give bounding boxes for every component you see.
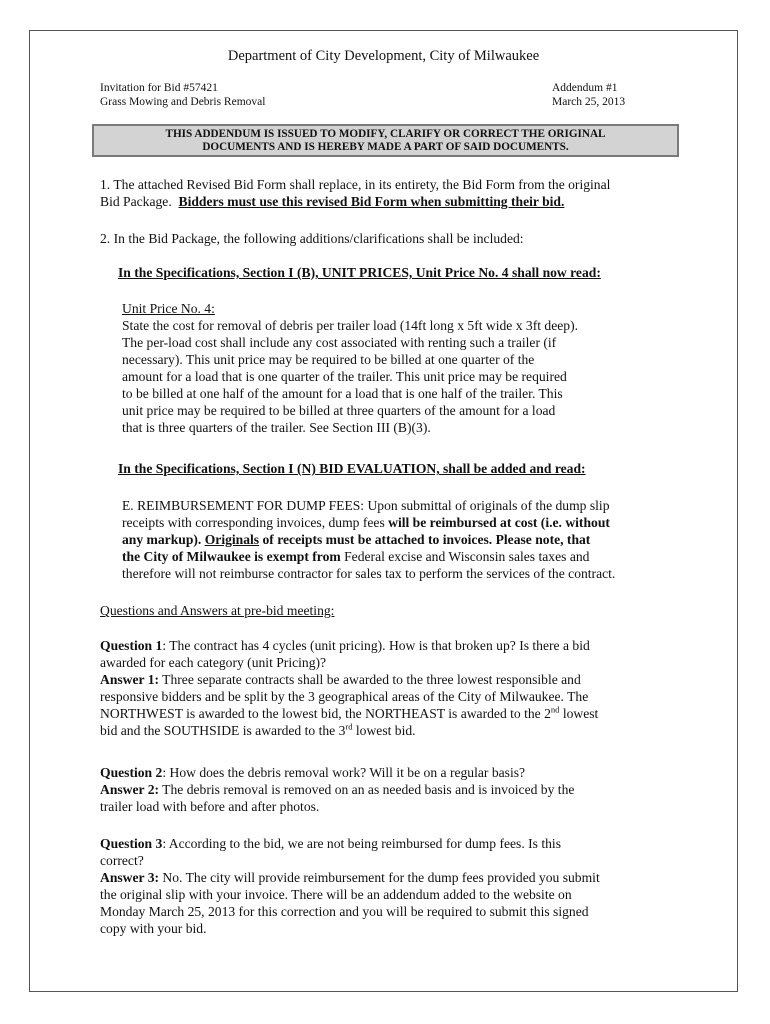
- unit-price-line: necessary). This unit price may be required to be billed at one quarter of the: [122, 352, 535, 367]
- qa-block-1: [100, 637, 720, 739]
- underline-run: Originals: [204, 532, 260, 547]
- item-1-emphasis: Bidders must use this revised Bid Form when submitting their bid.: [178, 194, 565, 209]
- answer-3-cont: Monday March 25, 2013 for this correction and you will be required to submit this signed: [100, 904, 589, 919]
- unit-price-subheading: Unit Price No. 4:: [122, 301, 215, 316]
- text-run: receipts with corresponding invoices, dump fees: [122, 515, 389, 530]
- addendum-info: [552, 81, 625, 109]
- answer-label: Answer 1:: [100, 672, 160, 687]
- reimbursement-line: therefore will not reimburse contractor for sales tax to perform the services of the contract.: [122, 566, 616, 581]
- question-label: Question 3: [100, 836, 163, 851]
- reimbursement-line: [122, 531, 722, 548]
- qa-block-3: [100, 835, 720, 937]
- answer-2: [100, 781, 720, 798]
- question-3: [100, 835, 720, 852]
- answer-1-cont: [100, 705, 720, 722]
- item-1: [100, 176, 720, 210]
- unit-price-line: The per-load cost shall include any cost associated with renting such a trailer (if: [122, 335, 557, 350]
- question-2: [100, 764, 720, 781]
- addendum-date: March 25, 2013: [552, 96, 626, 108]
- banner-line-1: THIS ADDENDUM IS ISSUED TO MODIFY, CLARIFY OR CORRECT THE ORIGINAL: [165, 128, 606, 140]
- item-1-line-1: 1. The attached Revised Bid Form shall replace, in its entirety, the Bid Form from the original: [100, 177, 611, 192]
- answer-3-cont: the original slip with your invoice. There will be an addendum added to the website on: [100, 887, 572, 902]
- item-2: 2. In the Bid Package, the following additions/clarifications shall be included:: [100, 231, 524, 246]
- answer-text: bid and the SOUTHSIDE is awarded to the 3: [100, 723, 346, 738]
- question-3-cont: correct?: [100, 853, 144, 868]
- question-label: Question 2: [100, 765, 163, 780]
- bid-info: [100, 81, 265, 109]
- answer-text: The debris removal is removed on an as needed basis and is invoiced by the: [159, 782, 575, 797]
- answer-1-cont: responsive bidders and be split by the 3 geographical areas of the City of Milwaukee. The: [100, 689, 589, 704]
- answer-text: lowest: [559, 706, 599, 721]
- qa-heading: Questions and Answers at pre-bid meeting:: [100, 603, 335, 618]
- reimbursement-line: [122, 514, 722, 531]
- unit-price-line: amount for a load that is one quarter of the trailer. This unit price may be required: [122, 369, 567, 384]
- addendum-number: Addendum #1: [552, 82, 618, 94]
- unit-price-block: [122, 300, 712, 436]
- banner-line-2: DOCUMENTS AND IS HEREBY MADE A PART OF SAID DOCUMENTS.: [202, 141, 569, 153]
- question-text: : The contract has 4 cycles (unit pricing). How is that broken up? Is there a bid: [162, 638, 590, 653]
- ordinal-suffix: rd: [345, 721, 353, 732]
- section-2-heading: In the Specifications, Section I (N) BID EVALUATION, shall be added and read:: [118, 461, 586, 476]
- answer-label: Answer 2:: [100, 782, 160, 797]
- question-text: : How does the debris removal work? Will it be on a regular basis?: [162, 765, 526, 780]
- answer-text: NORTHWEST is awarded to the lowest bid, the NORTHEAST is awarded to the 2: [100, 706, 551, 721]
- unit-price-line: State the cost for removal of debris per trailer load (14ft long x 5ft wide x 3ft deep).: [122, 318, 579, 333]
- project-name: Grass Mowing and Debris Removal: [100, 96, 266, 108]
- section-1-heading: In the Specifications, Section I (B), UNIT PRICES, Unit Price No. 4 shall now read:: [118, 265, 601, 280]
- unit-price-line: unit price may be required to be billed at three quarters of the amount for a load: [122, 403, 556, 418]
- answer-3: [100, 869, 720, 886]
- invitation-number: Invitation for Bid #57421: [100, 82, 218, 94]
- answer-2-cont: trailer load with before and after photos.: [100, 799, 320, 814]
- ordinal-suffix: nd: [550, 704, 560, 715]
- question-1: [100, 637, 720, 654]
- reimbursement-line: [122, 548, 722, 565]
- question-text: : According to the bid, we are not being reimbursed for dump fees. Is this: [162, 836, 561, 851]
- bold-run: any markup).: [122, 532, 205, 547]
- answer-3-cont: copy with your bid.: [100, 921, 207, 936]
- unit-price-line: that is three quarters of the trailer. See Section III (B)(3).: [122, 420, 431, 435]
- answer-1: [100, 671, 720, 688]
- addendum-notice-banner: [92, 124, 679, 157]
- answer-text: lowest bid.: [352, 723, 416, 738]
- item-1-line-2: [100, 193, 720, 210]
- answer-1-cont: [100, 722, 720, 739]
- department-title: Department of City Development, City of Milwaukee: [227, 48, 540, 64]
- question-label: Question 1: [100, 638, 163, 653]
- reimbursement-block: [122, 497, 722, 582]
- item-1-text: Bid Package.: [100, 194, 172, 209]
- reimbursement-line: E. REIMBURSEMENT FOR DUMP FEES: Upon submittal of originals of the dump slip: [122, 498, 610, 513]
- answer-text: Three separate contracts shall be awarded to the three lowest responsible and: [159, 672, 581, 687]
- qa-block-2: [100, 764, 720, 815]
- bold-run: of receipts must be attached to invoices. Please note, that: [259, 532, 591, 547]
- unit-price-line: to be billed at one half of the amount for a load that is one half of the trailer. This: [122, 386, 563, 401]
- bold-run: will be reimbursed at cost (i.e. without: [388, 515, 610, 530]
- bold-run: the City of Milwaukee is exempt from: [122, 549, 341, 564]
- question-1-cont: awarded for each category (unit Pricing)?: [100, 655, 327, 670]
- document-page: [29, 30, 738, 992]
- answer-label: Answer 3:: [100, 870, 160, 885]
- text-run: Federal excise and Wisconsin sales taxes and: [340, 549, 590, 564]
- answer-text: No. The city will provide reimbursement for the dump fees provided you submit: [159, 870, 600, 885]
